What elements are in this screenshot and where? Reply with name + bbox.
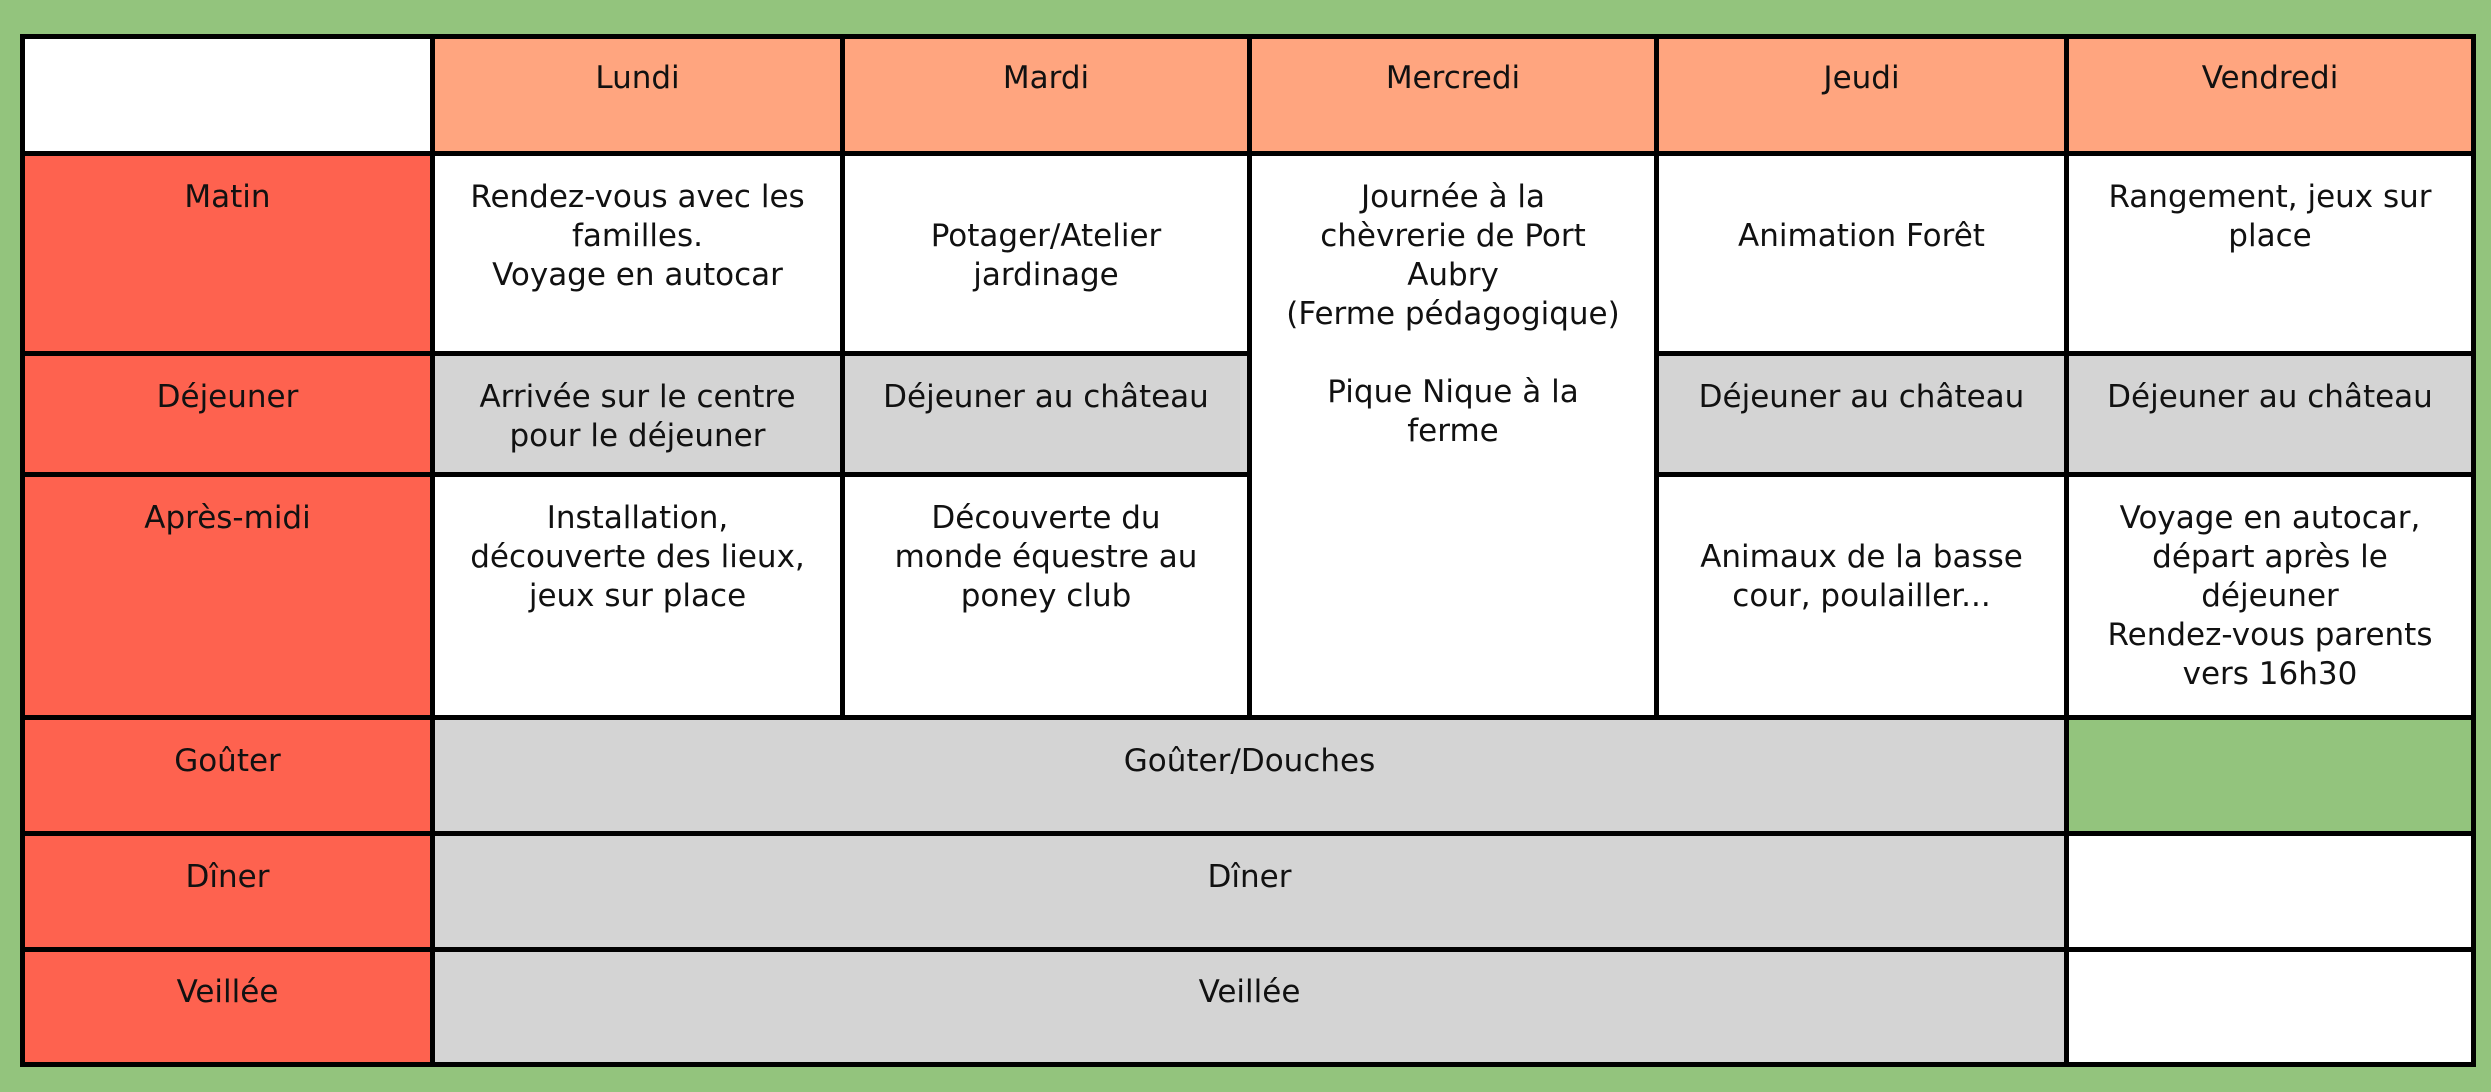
cell-vendredi-apres-midi (2067, 475, 2474, 718)
header-row (23, 37, 2474, 154)
text-line: Aubry (1407, 257, 1499, 293)
day-header-mardi: Mardi (843, 37, 1250, 154)
row-matin (23, 154, 2474, 354)
cell-lundi-apres-midi (433, 475, 843, 718)
spacer (1260, 334, 1646, 373)
text-line: Voyage en autocar (492, 257, 783, 293)
text-line: jardinage (973, 257, 1119, 293)
period-header-diner: Dîner (23, 834, 433, 950)
text-line: Animaux de la basse (1700, 539, 2023, 575)
cell-lundi-dejeuner (433, 354, 843, 475)
cell-mercredi-journee (1250, 154, 1657, 718)
text-line: pour le déjeuner (509, 418, 766, 454)
text-line: place (2228, 218, 2312, 254)
cell-vendredi-dejeuner (2067, 354, 2474, 475)
cell-jeudi-matin (1657, 154, 2067, 354)
row-veillee (23, 950, 2474, 1065)
cell-vendredi-matin (2067, 154, 2474, 354)
cell-vendredi-diner-empty (2067, 834, 2474, 950)
day-header-lundi: Lundi (433, 37, 843, 154)
row-dejeuner (23, 354, 2474, 475)
text-line: découverte des lieux, (470, 539, 805, 575)
period-header-apres-midi: Après-midi (23, 475, 433, 718)
cell-gouter-douches: Goûter/Douches (433, 718, 2067, 834)
period-header-matin: Matin (23, 154, 433, 354)
day-header-vendredi: Vendredi (2067, 37, 2474, 154)
row-diner (23, 834, 2474, 950)
cell-jeudi-dejeuner (1657, 354, 2067, 475)
text-line: Rangement, jeux sur (2108, 179, 2432, 215)
text-line: Journée à la (1360, 179, 1546, 215)
row-gouter (23, 718, 2474, 834)
text-line: Arrivée sur le centre (479, 379, 796, 415)
cell-mardi-apres-midi (843, 475, 1250, 718)
period-header-veillee: Veillée (23, 950, 433, 1065)
cell-jeudi-apres-midi (1657, 475, 2067, 718)
text-line: jeux sur place (528, 578, 747, 614)
corner-cell (23, 37, 433, 154)
text-line: Animation Forêt (1738, 218, 1985, 254)
day-header-mercredi: Mercredi (1250, 37, 1657, 154)
text-line: monde équestre au (894, 539, 1198, 575)
text-line: Potager/Atelier (930, 218, 1162, 254)
text-line: Déjeuner au château (2107, 379, 2433, 415)
text-line: (Ferme pédagogique) (1286, 296, 1620, 332)
cell-veillee: Veillée (433, 950, 2067, 1065)
text-line: Déjeuner au château (883, 379, 1209, 415)
text-line: ferme (1407, 413, 1499, 449)
weekly-schedule-table (20, 34, 2476, 1067)
period-header-gouter: Goûter (23, 718, 433, 834)
text-line: départ après le (2152, 539, 2388, 575)
cell-mardi-dejeuner (843, 354, 1250, 475)
text-line: cour, poulailler... (1732, 578, 1991, 614)
text-line: Rendez-vous parents (2107, 617, 2433, 653)
day-header-jeudi: Jeudi (1657, 37, 2067, 154)
text-line: Déjeuner au château (1698, 379, 2025, 415)
row-apres-midi (23, 475, 2474, 718)
cell-lundi-matin (433, 154, 843, 354)
text-line: Installation, (546, 500, 729, 536)
text-line: familles. (571, 218, 704, 254)
text-line: déjeuner (2201, 578, 2339, 614)
text-line: Pique Nique à la (1327, 374, 1579, 410)
text-line: Découverte du (931, 500, 1161, 536)
text-line: vers 16h30 (2182, 656, 2358, 692)
text-line: chèvrerie de Port (1320, 218, 1586, 254)
text-line: Voyage en autocar, (2119, 500, 2421, 536)
cell-vendredi-veillee-empty (2067, 950, 2474, 1065)
text-line: poney club (960, 578, 1132, 614)
period-header-dejeuner: Déjeuner (23, 354, 433, 475)
cell-mardi-matin (843, 154, 1250, 354)
cell-diner: Dîner (433, 834, 2067, 950)
cell-vendredi-gouter-empty (2067, 718, 2474, 834)
text-line: Rendez-vous avec les (470, 179, 805, 215)
